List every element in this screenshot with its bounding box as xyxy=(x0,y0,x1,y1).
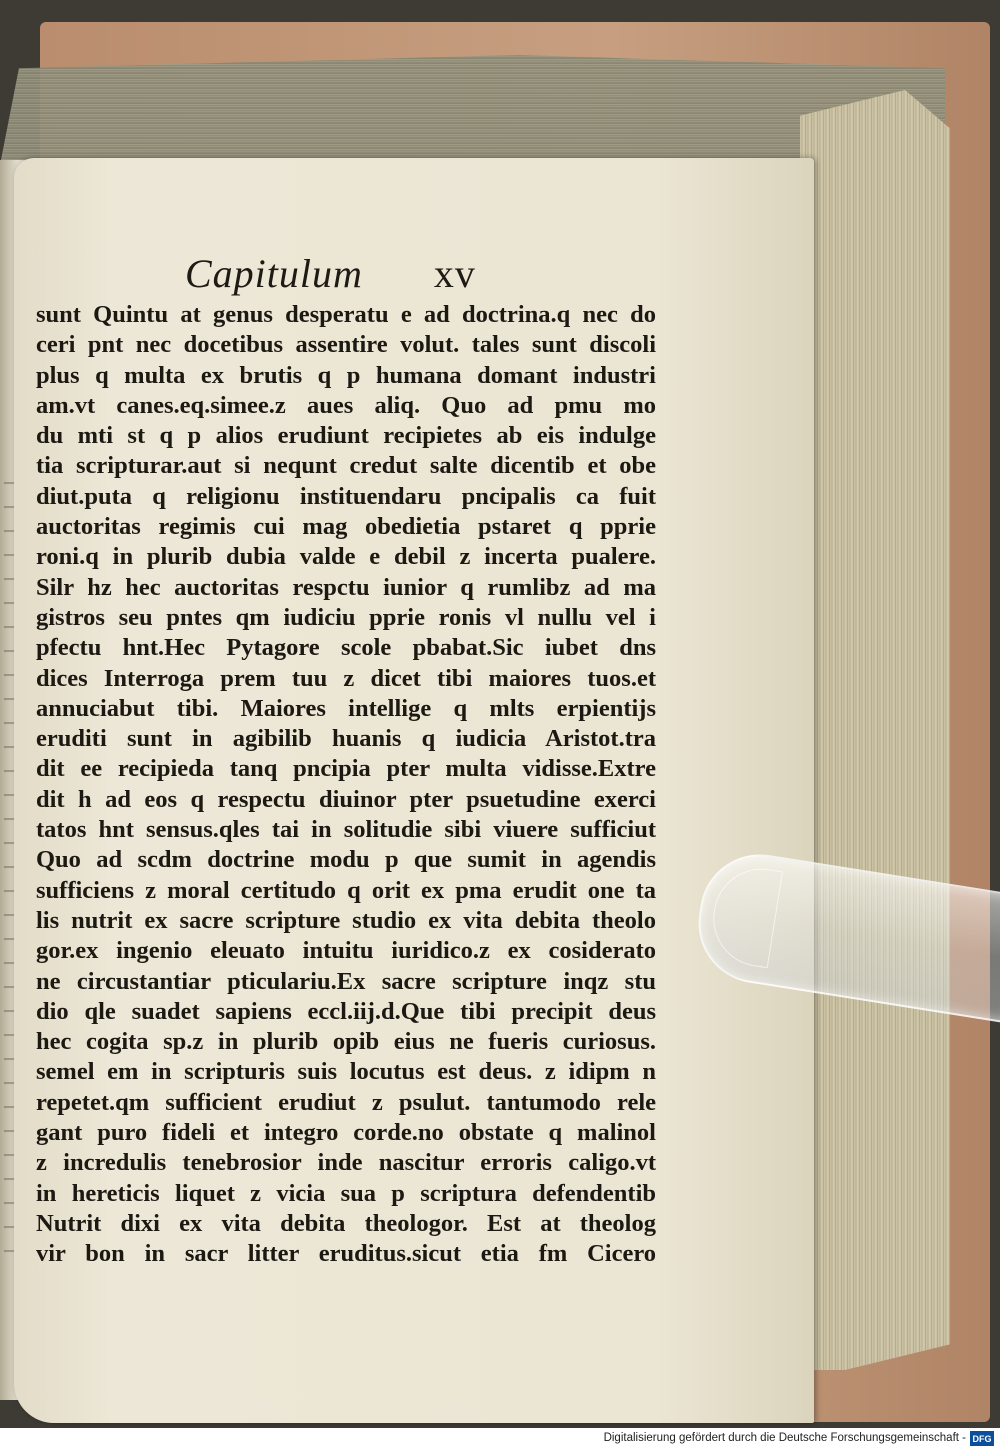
text-line: semel em in scripturis suis locutus est deus. z idipm n xyxy=(36,1058,656,1086)
text-line: Silr hz hec auctoritas respctu iunior q rumlibz ad ma xyxy=(36,573,656,601)
text-line: dit h ad eos q respectu diuinor pter psuetudine exerci xyxy=(36,785,656,813)
text-line: dices Interroga prem tuu z dicet tibi maiores tuos.et xyxy=(36,664,656,692)
text-block xyxy=(36,300,656,1270)
text-line: annuciabut tibi. Maiores intellige q mlts erpientijs xyxy=(36,694,656,722)
footer-bar xyxy=(0,1428,1000,1450)
text-line: ne circustantiar pticulariu.Ex sacre scripture inqz stu xyxy=(36,967,656,995)
text-line: lis nutrit ex sacre scripture studio ex vita debita theolo xyxy=(36,906,656,934)
text-line: ceri pnt nec docetibus assentire volut. tales sunt discoli xyxy=(36,331,656,359)
text-line: gor.ex ingenio eleuato intuitu iuridico.z ex cosiderato xyxy=(36,937,656,965)
text-line: Nutrit dixi ex vita debita theologor. Est at theolog xyxy=(36,1209,656,1237)
page-heading xyxy=(185,250,476,297)
text-line: tia scripturar.aut si nequnt credut salte dicentib et obe xyxy=(36,452,656,480)
text-line: am.vt canes.eq.simee.z aues aliq. Quo ad pmu mo xyxy=(36,391,656,419)
text-line: hec cogita sp.z in plurib opib eius ne fueris curiosus. xyxy=(36,1028,656,1056)
book-fore-edge xyxy=(800,90,950,1370)
text-line: diut.puta q religionu instituendaru pncipalis ca fuit xyxy=(36,482,656,510)
chapter-number: xv xyxy=(433,251,476,296)
text-line: repetet.qm sufficient erudiut z psulut. tantumodo rele xyxy=(36,1088,656,1116)
dfg-logo: DFG xyxy=(970,1431,994,1446)
text-line: plus q multa ex brutis q p humana domant industri xyxy=(36,361,656,389)
text-line: eruditi sunt in agibilib huanis q iudicia Aristot.tra xyxy=(36,725,656,753)
text-line: roni.q in plurib dubia valde e debil z incerta pualere. xyxy=(36,543,656,571)
text-line: vir bon in sacr litter eruditus.sicut etia fm Cicero xyxy=(36,1240,656,1268)
text-line: dit ee recipieda tanq pncipia pter multa vidisse.Extre xyxy=(36,755,656,783)
footer-credit: Digitalisierung gefördert durch die Deutsche Forschungsgemeinschaft - xyxy=(603,1432,966,1444)
text-line: sufficiens z moral certitudo q orit ex pma erudit one ta xyxy=(36,876,656,904)
text-line: tatos hnt sensus.qles tai in solitudie sibi viuere sufficiut xyxy=(36,816,656,844)
text-line: z incredulis tenebrosior inde nascitur erroris caligo.vt xyxy=(36,1149,656,1177)
text-line: pfectu hnt.Hec Pytagore scole pbabat.Sic iubet dns xyxy=(36,634,656,662)
text-line: Quo ad scdm doctrine modu p que sumit in agendis xyxy=(36,846,656,874)
text-line: du mti st q p alios erudiunt recipietes ab eis indulge xyxy=(36,422,656,450)
text-line: sunt Quintu at genus desperatu e ad doctrina.q nec do xyxy=(36,301,656,328)
text-line: in hereticis liquet z vicia sua p scriptura defendentib xyxy=(36,1179,656,1207)
text-line: auctoritas regimis cui mag obedietia pstaret q pprie xyxy=(36,513,656,541)
chapter-heading: Capitulum xyxy=(185,251,363,296)
text-line: gistros seu pntes qm iudiciu pprie ronis vl nullu vel i xyxy=(36,603,656,631)
text-line: dio qle suadet sapiens eccl.iij.d.Que tibi precipit deus xyxy=(36,997,656,1025)
text-line: gant puro fideli et integro corde.no obstate q malinol xyxy=(36,1119,656,1147)
glass-weight-rim xyxy=(706,862,783,968)
